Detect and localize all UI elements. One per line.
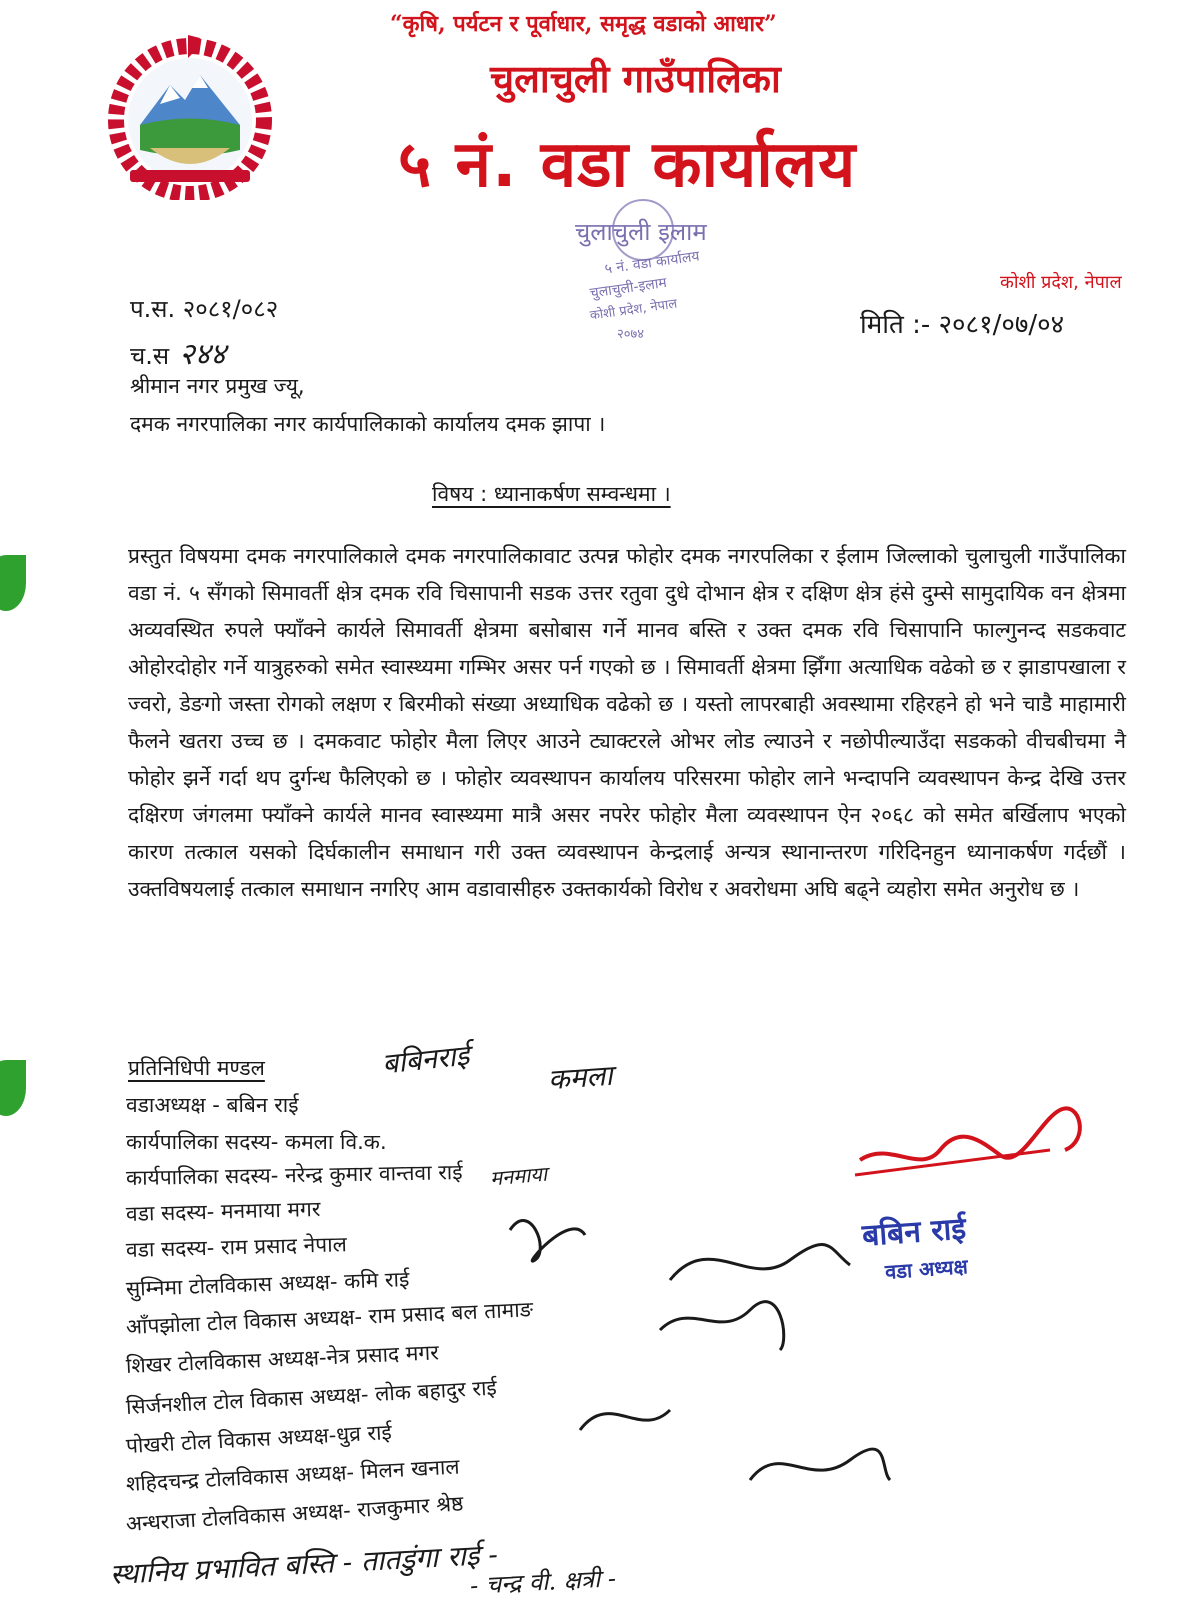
svg-text:कोशी प्रदेश, नेपाल: कोशी प्रदेश, नेपाल	[589, 296, 679, 324]
leaf-decoration	[0, 555, 26, 611]
ward-office-title: ५ नं. वडा कार्यालय	[398, 128, 857, 202]
ward-chair-stamp-title: वडा अध्यक्ष	[884, 1254, 969, 1284]
delegation-member: आँपझोला टोल विकास अध्यक्ष- राम प्रसाद बल तामाङ	[125, 1297, 534, 1339]
delegation-member: वडा सदस्य- मनमाया मगर	[125, 1196, 321, 1226]
delegation-title: प्रतिनिधिपी मण्डल	[128, 1056, 265, 1080]
dispatch-label: च.स	[130, 342, 170, 370]
leaf-decoration	[0, 1060, 26, 1116]
office-stamp-icon	[555, 180, 730, 355]
delegation-member: अन्धराजा टोलविकास अध्यक्ष- राजकुमार श्रेष्ठ	[125, 1491, 465, 1536]
svg-text:२०७४: २०७४	[617, 327, 645, 342]
letter-subject: विषय : ध्यानाकर्षण सम्वन्धमा ।	[432, 482, 671, 506]
delegation-member: वडाअध्यक्ष - बबिन राई	[126, 1093, 299, 1117]
delegation-member: सुम्निमा टोलविकास अध्यक्ष- कमि राई	[125, 1267, 410, 1301]
delegation-member: पोखरी टोल विकास अध्यक्ष-धुव्र राई	[125, 1420, 393, 1458]
svg-text:चुलाचुली-इलाम: चुलाचुली-इलाम	[588, 274, 668, 302]
dispatch-number	[130, 332, 226, 373]
delegation-member: शहिदचन्द्र टोलविकास अध्यक्ष- मिलन खनाल	[125, 1454, 461, 1496]
nepal-emblem-icon	[100, 30, 280, 200]
letter-body: प्रस्तुत विषयमा दमक नगरपालिकाले दमक नगरपालिकावाट उत्पन्न फोहोर दमक नगरपलिका र ईलाम जिल्लाको चुलाचुली गाउँपालिका वडा नं. ५ सँगको सिमावर्ती क्षेत्र दमक रवि चिसापानी सडक उत्तर रतुवा दुधे दोभान क्षेत्र र दक्षिण क्षेत्र हंसे दुम्से सामुदायिक वन क्षेत्रमा अव्यवस्थित रुपले फ्याँक्ने कार्यले सिमावर्ती क्षेत्रमा बसोबास गर्ने मानव बस्ति र उक्त दमक रवि चिसापानि फाल्गुनन्द सडकवाट ओहोरदोहोर गर्ने यात्रुहरुको समेत स्वास्थ्यमा गम्भिर असर पर्न गएको छ । सिमावर्ती क्षेत्रमा झिँगा अत्याधिक वढेको छ र झाडापखाला र ज्वरो, डेङगो जस्ता रोगको लक्षण र बिरमीको संख्या अध्याधिक वढेको छ । यस्तो लापरबाही अवस्थामा रहिरहने हो भने चाडै माहामारी फैलने खतरा उच्च छ । दमकवाट फोहोर मैला लिएर आउने ट्याक्टरले ओभर लोड ल्याउने र नछोपील्याउँदा सडकको वीचबीचमा नै फोहोर झर्ने गर्दा थप दुर्गन्ध फैलिएको छ । फोहोर व्यवस्थापन कार्यालय परिसरमा फोहोर लाने भन्दापनि व्यवस्थापन केन्द्र देखि उत्तर दक्षिरण जंगलमा फ्याँक्ने कार्यले मानव स्वास्थ्यमा मात्रै असर नपरेर फोहोर मैला व्यवस्थापन ऐन २०६८ को समेत बर्खिलाप भएको कारण तत्काल यसको दिर्घकालीन समाधान गरी उक्त व्यवस्थापन केन्द्रलाई अन्यत्र स्थानान्तरण गरिदिनहुन ध्यानाकर्षण गर्दछौं । उक्तविषयलाई तत्काल समाधान नगरिए आम वडावासीहरु उक्तकार्यको विरोध र अवरोधमा अघि बढ्ने व्यहोरा समेत अनुरोध छ ।	[128, 544, 1126, 901]
ward-chair-signature: बबिनराई	[380, 1038, 471, 1081]
delegation-member: वडा सदस्य- राम प्रसाद नेपाल	[125, 1232, 348, 1262]
handwritten-footer-name: - चन्द्र वी. क्षत्री -	[469, 1564, 617, 1600]
province-name: कोशी प्रदेश, नेपाल	[1000, 272, 1122, 293]
recipient-line-2: दमक नगरपालिका नगर कार्यपालिकाको कार्यालय दमक झापा ।	[130, 412, 606, 436]
ward-chair-red-signature	[850, 1080, 1100, 1190]
office-motto: “कृषि, पर्यटन र पूर्वाधार, समृद्ध वडाको आधार”	[390, 11, 777, 37]
municipality-name: चुलाचुली गाउँपालिका	[490, 57, 781, 101]
recipient-line-1: श्रीमान नगर प्रमुख ज्यू,	[130, 374, 305, 398]
letter-reference-number: प.स. २०८१/०८२	[130, 295, 279, 323]
dispatch-number-value: २४४	[179, 337, 226, 372]
svg-text:५ नं. वडा कार्यालय: ५ नं. वडा कार्यालय	[603, 248, 701, 278]
svg-text:चुलाचुली इलाम: चुलाचुली इलाम	[575, 218, 707, 246]
kamala-signature: कमला	[546, 1058, 614, 1097]
manmaya-signature: मनमाया	[489, 1161, 548, 1191]
delegation-member: कार्यपालिका सदस्य- नरेन्द्र कुमार वान्तवा राई	[125, 1160, 463, 1190]
delegation-member: कार्यपालिका सदस्य- कमला वि.क.	[126, 1130, 387, 1154]
letter-date: मिति :- २०८१/०७/०४	[860, 310, 1065, 340]
handwritten-affected-settlement-note: स्थानिय प्रभावित बस्ति - तातडुंगा राई -	[109, 1537, 499, 1591]
delegation-member: शिखर टोलविकास अध्यक्ष-नेत्र प्रसाद मगर	[125, 1340, 440, 1378]
signature-scribbles	[490, 1190, 910, 1520]
ward-chair-stamp-name: बबिन राई	[861, 1211, 968, 1254]
delegation-member: सिर्जनशील टोल विकास अध्यक्ष- लोक बहादुर राई	[125, 1375, 498, 1419]
